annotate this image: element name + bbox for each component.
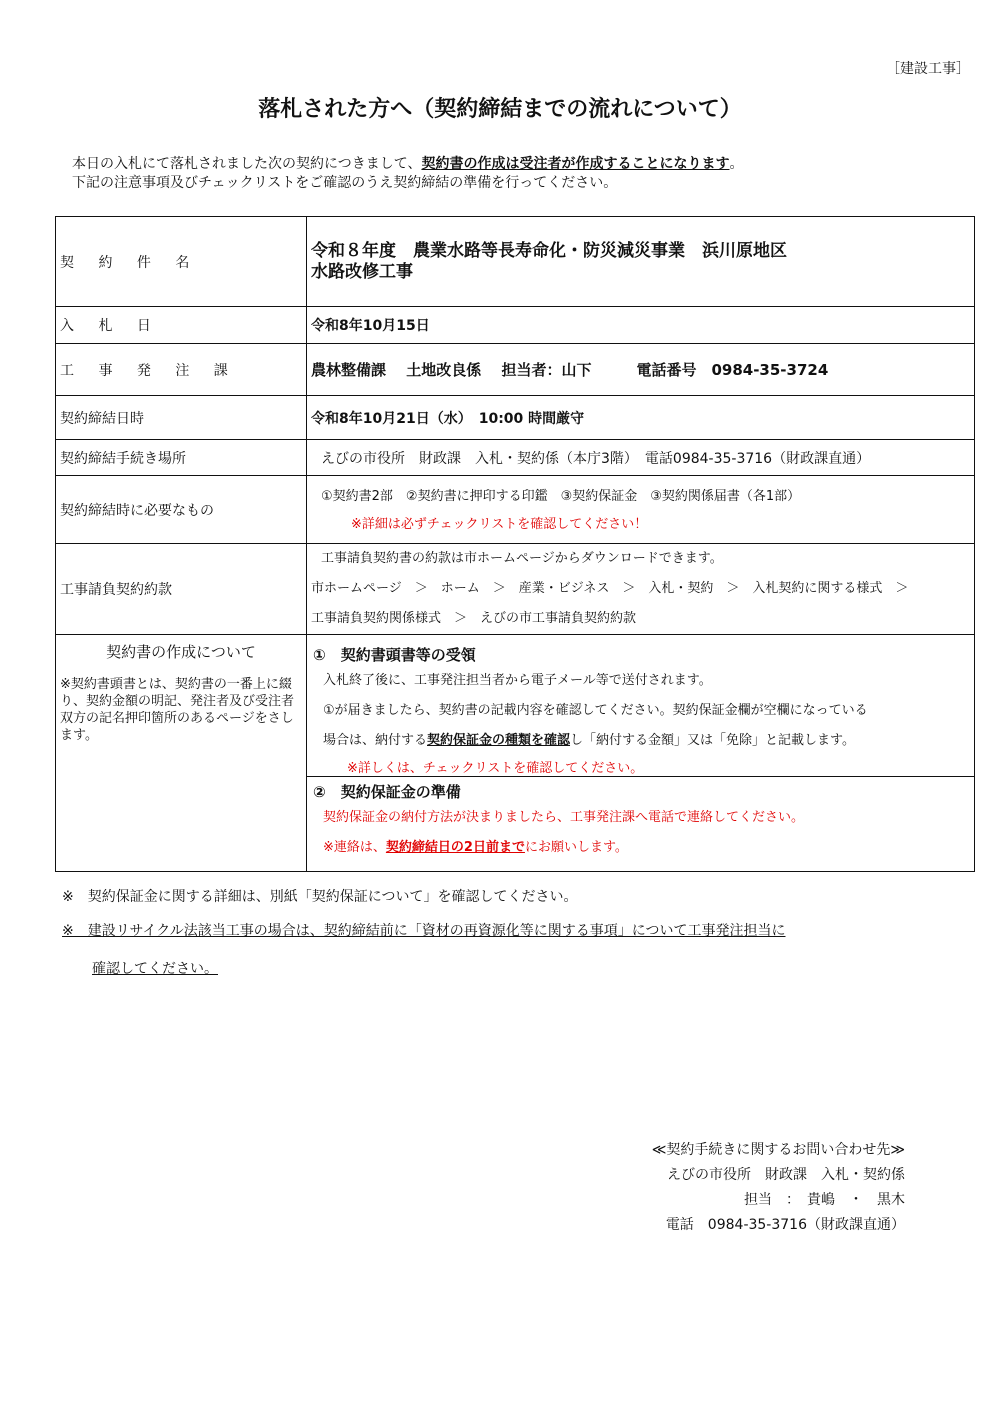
row-signing-datetime	[56, 396, 975, 440]
needed-warning: ※詳細は必ずチェックリストを確認してください！	[351, 516, 648, 532]
value-creation	[307, 635, 975, 872]
row-terms	[56, 544, 975, 635]
step1-warning: ※詳しくは、チェックリストを確認してください。	[347, 760, 644, 776]
intro-emphasis: 契約書の作成は受注者が作成することになります	[421, 156, 730, 172]
label-department: 工 事 発 注 課	[56, 344, 307, 396]
row-department	[56, 344, 975, 396]
step1-heading: ① 契約書頭書等の受領	[313, 645, 476, 664]
terms-line1: 工事請負契約書の約款は市ホームページからダウンロードできます。	[321, 551, 723, 566]
contract-name-line1: 令和８年度 農業水路等長寿命化・防災減災事業 浜川原地区	[311, 240, 787, 261]
step1-line1: 入札終了後に、工事発注担当者から電子メール等で送付されます。	[323, 672, 712, 688]
label-bid-date: 入 札 日	[56, 307, 307, 344]
notes	[62, 886, 786, 992]
step2-line1: 契約保証金の納付方法が決まりましたら、工事発注課へ電話で連絡してください。	[323, 809, 805, 825]
info-table	[55, 216, 975, 872]
intro-line1-c: 。	[729, 156, 744, 172]
step1-line2: ①が届きましたら、契約書の記載内容を確認してください。契約保証金欄が空欄になっている	[323, 702, 868, 718]
step2-line2	[313, 833, 968, 863]
step2-line2-emphasis: 契約締結日の2日前まで	[385, 839, 525, 855]
step2-line2-c: にお願いします。	[524, 839, 628, 855]
row-bid-date	[56, 307, 975, 344]
intro-text	[72, 155, 952, 193]
label-needed: 契約締結時に必要なもの	[56, 476, 307, 544]
category-tag: ［建設工事］	[886, 61, 970, 77]
row-creation	[56, 635, 975, 872]
label-terms: 工事請負契約約款	[56, 544, 307, 635]
value-signing-datetime: 令和8年10月21日（水） 10:00 時間厳守	[307, 396, 975, 440]
terms-path-line1[interactable]: 市ホームページ ＞ ホーム ＞ 産業・ビジネス ＞ 入札・契約 ＞ 入札契約に関する様式 ＞	[311, 581, 909, 596]
contact-staff: 担当 ： 貴嶋 ・ 黒木	[744, 1192, 905, 1208]
step2-heading: ② 契約保証金の準備	[313, 782, 461, 801]
contact-heading: ≪契約手続きに関するお問い合わせ先≫	[651, 1142, 905, 1158]
step1-line3-emphasis: 契約保証金の種類を確認	[427, 732, 571, 748]
step2-line2-a: ※連絡は、	[323, 839, 386, 855]
label-creation-cell	[56, 635, 307, 872]
intro-line2: 下記の注意事項及びチェックリストをご確認のうえ契約締結の準備を行ってください。	[72, 175, 618, 191]
contact-office: えびの市役所 財政課 入札・契約係	[667, 1167, 905, 1183]
contact-tel: 電話 0984-35-3716（財政課直通）	[665, 1217, 905, 1233]
contract-name-line2: 水路改修工事	[311, 261, 413, 282]
value-contract-name	[307, 217, 975, 307]
label-contract-name: 契 約 件 名	[56, 217, 307, 307]
needed-line1: ①契約書2部 ②契約書に押印する印鑑 ③契約保証金 ③契約関係届書（各1部）	[321, 488, 801, 504]
step1-line3-a: 場合は、納付する	[323, 732, 428, 748]
row-place	[56, 440, 975, 476]
note-recycling: ※ 建設リサイクル法該当工事の場合は、契約締結前に「資材の再資源化等に関する事項」について工事発注担当に	[62, 923, 786, 939]
value-bid-date: 令和8年10月15日	[307, 307, 975, 344]
page-title: 落札された方へ（契約締結までの流れについて）	[258, 97, 742, 122]
creation-note: ※契約書頭書とは、契約書の一番上に綴り、契約金額の明記、発注者及び受注者双方の記名押印箇所のあるページをさします。	[60, 677, 295, 743]
label-signing-datetime: 契約締結日時	[56, 396, 307, 440]
label-place: 契約締結手続き場所	[56, 440, 307, 476]
step1-line3	[313, 726, 968, 756]
row-needed	[56, 476, 975, 544]
value-terms	[307, 544, 975, 635]
step1-line3-c: し「納付する金額」又は「免除」と記載します。	[570, 732, 855, 748]
terms-path-line2[interactable]: 工事請負契約関係様式 ＞ えびの市工事請負契約約款	[311, 611, 637, 626]
row-contract-name	[56, 217, 975, 307]
value-department: 農林整備課 土地改良係 担当者：山下 電話番号 0984-35-3724	[307, 344, 975, 396]
contact-block	[652, 1138, 905, 1238]
label-creation: 契約書の作成について	[106, 643, 256, 661]
step2-box	[307, 777, 974, 867]
step1-box	[307, 640, 974, 777]
note-recycling-cont: 確認してください。	[92, 961, 218, 977]
value-place: えびの市役所 財政課 入札・契約係（本庁3階） 電話0984-35-3716（財政課直通）	[307, 440, 975, 476]
value-needed	[307, 476, 975, 544]
intro-line1-a: 本日の入札にて落札されました次の契約につきまして、	[72, 156, 422, 172]
note-deposit: ※ 契約保証金に関する詳細は、別紙「契約保証について」を確認してください。	[62, 889, 578, 905]
